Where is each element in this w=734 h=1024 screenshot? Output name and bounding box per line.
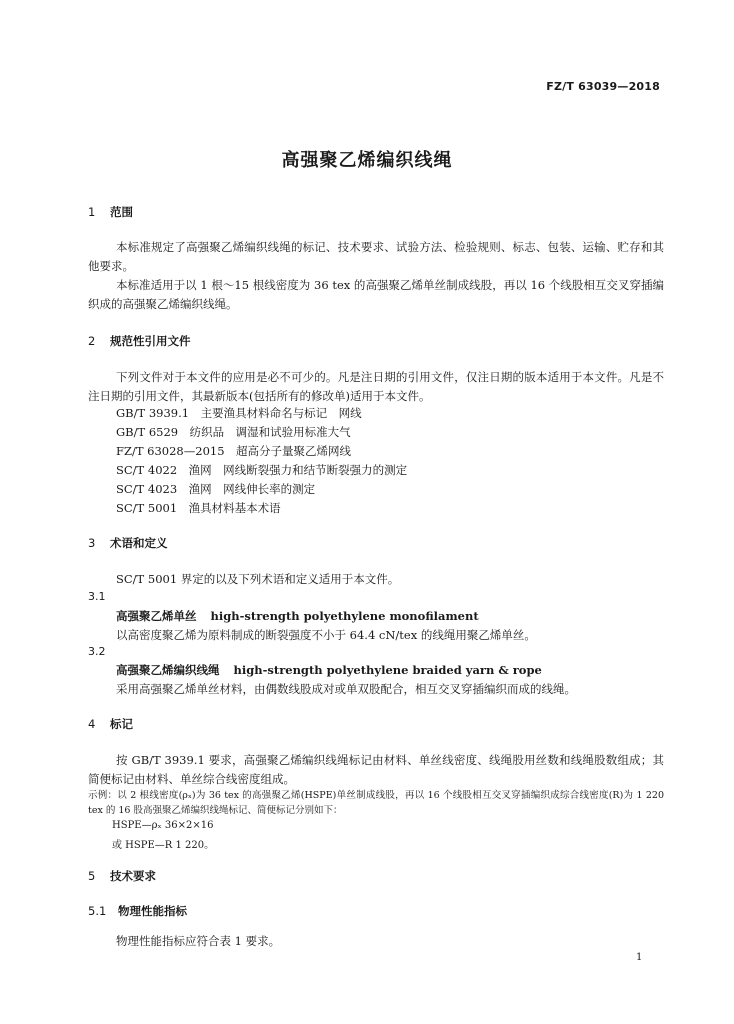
reference-code: GB/T 3939.1: [116, 406, 190, 420]
reference-title: 渔具材料基本术语: [188, 501, 281, 515]
reference-title: 主要渔具材料命名与标记 网线: [200, 406, 362, 420]
section-title: 规范性引用文件: [110, 334, 191, 348]
term-3-2-definition: 采用高强聚乙烯单丝材料，由偶数线股成对或单双股配合，相互交叉穿插编织而成的线绳。: [116, 682, 576, 696]
reference-title: 纺织品 调湿和试验用标准大气: [189, 425, 351, 439]
section-title: 物理性能指标: [118, 904, 187, 918]
section-1-paragraph-1: 本标准规定了高强聚乙烯编织线绳的标记、技术要求、试验方法、检验规则、标志、包装、运输、贮存和其他要求。: [88, 240, 664, 273]
section-2-paragraph-1: 下列文件对于本文件的应用是必不可少的。凡是注日期的引用文件，仅注日期的版本适用于本文件。凡是不注日期的引用文件，其最新版本(包括所有的修改单)适用于本文件。: [88, 370, 664, 403]
reference-title: 超高分子量聚乙烯网线: [236, 444, 352, 458]
term-en: high-strength polyethylene braided yarn & rope: [233, 663, 542, 677]
reference-title: 渔网 网线断裂强力和结节断裂强力的测定: [188, 463, 408, 477]
reference-code: SC/T 4023: [116, 482, 178, 496]
reference-item: [116, 500, 281, 516]
reference-item: [116, 405, 362, 421]
term-3-2: [116, 662, 542, 678]
term-en: high-strength polyethylene monofilament: [210, 609, 479, 623]
term-zh: 高强聚乙烯编织线绳: [116, 663, 220, 677]
term-3-1-number: 3.1: [88, 590, 106, 603]
term-zh: 高强聚乙烯单丝: [116, 609, 197, 623]
section-5-1-heading: [88, 903, 187, 919]
marking-example-2: 或 HSPE—R 1 220。: [112, 840, 215, 851]
reference-item: [116, 462, 407, 478]
section-number: 3: [88, 536, 96, 550]
section-3-paragraph-1: SC/T 5001 界定的以及下列术语和定义适用于本文件。: [116, 572, 400, 586]
section-number: 2: [88, 334, 96, 348]
section-title: 术语和定义: [110, 536, 168, 550]
reference-title: 渔网 网线伸长率的测定: [188, 482, 316, 496]
term-3-1-definition: 以高密度聚乙烯为原料制成的断裂强度不小于 64.4 cN/tex 的线绳用聚乙烯单丝。: [116, 628, 536, 642]
marking-example: 示例：以 2 根线密度(ρₓ)为 36 tex 的高强聚乙烯(HSPE)单丝制成线股，再以 16 个线股相互交叉穿插编织成综合线密度(R)为 1 220 tex 的 16 股高强聚乙烯编织线绳标记、简便标记分别如下：: [88, 790, 664, 816]
reference-code: SC/T 4022: [116, 463, 178, 477]
standard-number: FZ/T 63039—2018: [546, 80, 660, 93]
section-title: 技术要求: [110, 869, 156, 883]
section-title: 标记: [110, 717, 133, 731]
section-number: 5.1: [88, 904, 107, 918]
reference-item: [116, 443, 351, 459]
document-title: 高强聚乙烯编织线绳: [281, 150, 453, 171]
section-4-heading: [88, 716, 133, 732]
section-number: 5: [88, 869, 96, 883]
reference-code: SC/T 5001: [116, 501, 178, 515]
reference-item: [116, 424, 351, 440]
reference-code: FZ/T 63028—2015: [116, 444, 225, 458]
section-number: 4: [88, 717, 96, 731]
section-1-heading: [88, 204, 133, 220]
section-5-heading: [88, 868, 156, 884]
section-3-heading: [88, 535, 168, 551]
term-3-2-number: 3.2: [88, 645, 106, 658]
term-3-1: [116, 608, 479, 624]
reference-item: [116, 481, 315, 497]
section-4-paragraph-1: 按 GB/T 3939.1 要求，高强聚乙烯编织线绳标记由材料、单丝线密度、线绳股用丝数和线绳股数组成；其简便标记由材料、单丝综合线密度组成。: [88, 753, 664, 786]
page-number: 1: [636, 952, 643, 963]
section-number: 1: [88, 205, 96, 219]
section-5-1-paragraph: 物理性能指标应符合表 1 要求。: [116, 934, 281, 948]
section-1-paragraph-2: 本标准适用于以 1 根～15 根线密度为 36 tex 的高强聚乙烯单丝制成线股，再以 16 个线股相互交叉穿插编织成的高强聚乙烯编织线绳。: [88, 278, 664, 311]
reference-code: GB/T 6529: [116, 425, 179, 439]
section-title: 范围: [110, 205, 133, 219]
marking-example-1: HSPE—ρₓ 36×2×16: [112, 820, 214, 831]
section-2-heading: [88, 333, 191, 349]
